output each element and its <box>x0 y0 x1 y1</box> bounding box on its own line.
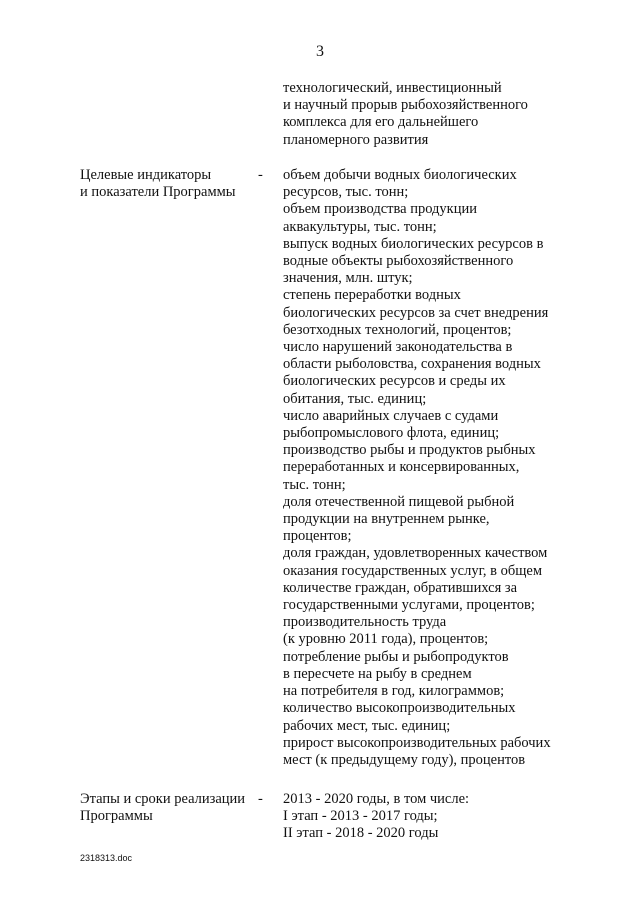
text-line: переработанных и консервированных, <box>283 459 520 476</box>
text-line: области рыболовства, сохранения водных <box>283 356 541 373</box>
text-line: объем добычи водных биологических <box>283 167 517 183</box>
text-line: ресурсов, тыс. тонн; <box>283 184 409 201</box>
text-line: мест (к предыдущему году), процентов <box>283 751 526 768</box>
stages-values <box>283 791 469 843</box>
label-line: Целевые индикаторы <box>80 167 212 183</box>
text-line: производительность труда <box>283 614 447 631</box>
text-line: аквакультуры, тыс. тонн; <box>283 218 437 235</box>
text-line: технологический, инвестиционный <box>283 80 502 96</box>
text-line: число нарушений законодательства в <box>283 339 513 356</box>
text-line: рыбопромыслового флота, единиц; <box>283 425 500 442</box>
text-line: (к уровню 2011 года), процентов; <box>283 631 489 648</box>
text-line: I этап - 2013 - 2017 годы; <box>283 808 438 825</box>
text-line: объем производства продукции <box>283 201 477 218</box>
text-line: продукции на внутреннем рынке, <box>283 511 490 528</box>
text-line: производство рыбы и продуктов рыбных <box>283 442 536 459</box>
text-line: биологических ресурсов за счет внедрения <box>283 304 549 321</box>
text-line: государственными услугами, процентов; <box>283 597 535 614</box>
text-line: потребление рыбы и рыбопродуктов <box>283 648 509 665</box>
label-line: и показатели Программы <box>80 184 236 201</box>
text-line: число аварийных случаев с судами <box>283 407 499 424</box>
indicators-dash: - <box>258 167 263 183</box>
text-line: обитания, тыс. единиц; <box>283 390 427 407</box>
label-line: Программы <box>80 808 153 825</box>
page-number: 3 <box>316 43 324 60</box>
stages-dash: - <box>258 791 263 807</box>
text-line: в пересчете на рыбу в среднем <box>283 665 472 682</box>
indicators-values <box>283 167 551 769</box>
text-line: и научный прорыв рыбохозяйственного <box>283 97 528 114</box>
intro-text <box>283 80 528 149</box>
text-line: прирост высокопроизводительных рабочих <box>283 734 551 751</box>
text-line: количестве граждан, обратившихся за <box>283 579 518 596</box>
text-line: значения, млн. штук; <box>283 270 413 287</box>
indicators-label <box>80 167 236 201</box>
text-line: тыс. тонн; <box>283 476 346 493</box>
text-line: водные объекты рыбохозяйственного <box>283 253 514 270</box>
text-line: II этап - 2018 - 2020 годы <box>283 825 439 842</box>
text-line: рабочих мест, тыс. единиц; <box>283 717 451 734</box>
text-line: доля отечественной пищевой рыбной <box>283 493 515 510</box>
text-line: планомерного развития <box>283 131 429 148</box>
text-line: доля граждан, удовлетворенных качеством <box>283 545 548 562</box>
text-line: процентов; <box>283 528 352 545</box>
text-line: комплекса для его дальнейшего <box>283 114 479 131</box>
document-code: 2318313.doc <box>80 853 133 863</box>
text-line: на потребителя в год, килограммов; <box>283 683 505 700</box>
text-line: оказания государственных услуг, в общем <box>283 562 543 579</box>
text-line: безотходных технологий, процентов; <box>283 321 512 338</box>
text-line: биологических ресурсов и среды их <box>283 373 506 390</box>
text-line: количество высокопроизводительных <box>283 700 516 717</box>
label-line: Этапы и сроки реализации <box>80 791 246 807</box>
text-line: степень переработки водных <box>283 287 461 304</box>
text-line: выпуск водных биологических ресурсов в <box>283 235 544 252</box>
stages-label <box>80 791 245 825</box>
text-line: 2013 - 2020 годы, в том числе: <box>283 791 470 807</box>
